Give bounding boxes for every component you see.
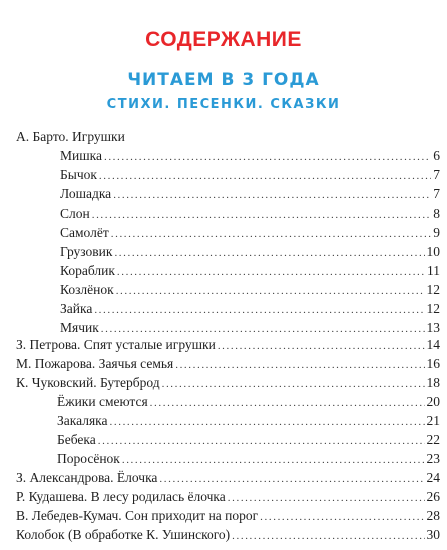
toc-entry-title: Слон <box>60 206 90 221</box>
toc-entry-page: 8 <box>433 206 440 221</box>
toc-entry-title: Колобок (В обработке К. Ушинского) <box>16 527 231 542</box>
toc-entry-title: З. Петрова. Спят усталые игрушки <box>16 337 216 352</box>
dot-leader <box>150 395 425 411</box>
toc-entry <box>57 394 440 410</box>
toc-entry <box>16 470 440 486</box>
toc-entry <box>16 375 440 391</box>
toc-entry-title: Лошадка <box>60 186 112 201</box>
toc-entry <box>16 489 440 505</box>
toc-entry-page: 10 <box>426 244 440 259</box>
toc-entry-page: 30 <box>426 527 440 542</box>
toc-entry <box>60 263 440 279</box>
toc-entry <box>60 282 440 298</box>
dot-leader <box>122 452 425 468</box>
section-title: ЧИТАЕМ В 3 ГОДА <box>127 70 320 90</box>
toc-entry-title: Р. Кудашева. В лесу родилась ёлочка <box>16 489 226 504</box>
toc-entry <box>60 301 440 317</box>
dot-leader <box>114 245 424 261</box>
section-subtitle: СТИХИ. ПЕСЕНКИ. СКАЗКИ <box>106 97 341 112</box>
dot-leader <box>101 321 425 337</box>
dot-leader <box>218 338 425 354</box>
toc-entry <box>60 167 440 183</box>
toc-entry-title: Зайка <box>60 301 93 316</box>
toc-entry-title: Мячик <box>60 320 99 335</box>
toc-entry-title: М. Пожарова. Заячья семья <box>16 356 174 371</box>
dot-leader <box>232 528 424 544</box>
dot-leader <box>113 187 431 203</box>
toc-entry <box>60 206 440 222</box>
page-title: СОДЕРЖАНИЕ <box>145 28 302 51</box>
toc-entry-page: 28 <box>426 508 440 523</box>
dot-leader <box>116 283 425 299</box>
toc-entry-title: Козлёнок <box>60 282 114 297</box>
toc-entry-author <box>16 129 440 145</box>
toc-entry-title: Бебека <box>57 432 96 447</box>
toc-entry-title: Ёжики смеются <box>57 394 148 409</box>
toc-entry <box>57 432 440 448</box>
toc-entry-page: 6 <box>433 148 440 163</box>
dot-leader <box>92 207 432 223</box>
toc-entry-title: К. Чуковский. Бутерброд <box>16 375 160 390</box>
toc-entry <box>16 527 440 543</box>
dot-leader <box>175 357 424 373</box>
toc-entry-page: 12 <box>426 301 440 316</box>
toc-entry-page: 26 <box>426 489 440 504</box>
toc-entry-title: Закаляка <box>57 413 108 428</box>
dot-leader <box>162 376 425 392</box>
toc-entry-page: 13 <box>426 320 440 335</box>
dot-leader <box>98 433 425 449</box>
toc-entry-page: 7 <box>433 186 440 201</box>
toc-entry-title: Кораблик <box>60 263 115 278</box>
dot-leader <box>260 509 424 525</box>
toc-entry-title: Самолёт <box>60 225 109 240</box>
toc-entry-page: 11 <box>427 263 440 278</box>
toc-entry-page: 14 <box>426 337 440 352</box>
toc-entry <box>60 225 440 241</box>
toc-entry <box>57 413 440 429</box>
toc-entry <box>16 356 440 372</box>
toc-entry-page: 9 <box>433 225 440 240</box>
toc-entry-title: З. Александрова. Ёлочка <box>16 470 158 485</box>
toc-entry-page: 20 <box>426 394 440 409</box>
dot-leader <box>104 149 431 165</box>
toc-entry <box>16 337 440 353</box>
dot-leader <box>99 168 431 184</box>
toc-entry <box>16 508 440 524</box>
dot-leader <box>110 414 425 430</box>
dot-leader <box>159 471 424 487</box>
toc-entry <box>60 244 440 260</box>
toc-entry-page: 24 <box>426 470 440 485</box>
toc-entry-page: 12 <box>426 282 440 297</box>
dot-leader <box>111 226 432 242</box>
toc-entry-title: Грузовик <box>60 244 113 259</box>
toc-entry <box>57 451 440 467</box>
toc-entry-page: 18 <box>426 375 440 390</box>
toc-entry-page: 22 <box>426 432 440 447</box>
dot-leader <box>117 264 425 280</box>
toc-entry-title: Бычок <box>60 167 97 182</box>
dot-leader <box>228 490 425 506</box>
toc-entry-page: 21 <box>426 413 440 428</box>
toc-entry-title: В. Лебедев-Кумач. Сон приходит на порог <box>16 508 259 523</box>
toc-entry-page: 7 <box>433 167 440 182</box>
toc-entry <box>60 148 440 164</box>
toc-entry-page: 16 <box>426 356 440 371</box>
toc-entry <box>60 320 440 336</box>
toc-entry <box>60 186 440 202</box>
toc-entry-title: А. Барто. Игрушки <box>16 129 125 144</box>
toc-entry-page: 23 <box>426 451 440 466</box>
toc-entry-title: Поросёнок <box>57 451 120 466</box>
dot-leader <box>94 302 424 318</box>
toc-entry-title: Мишка <box>60 148 102 163</box>
